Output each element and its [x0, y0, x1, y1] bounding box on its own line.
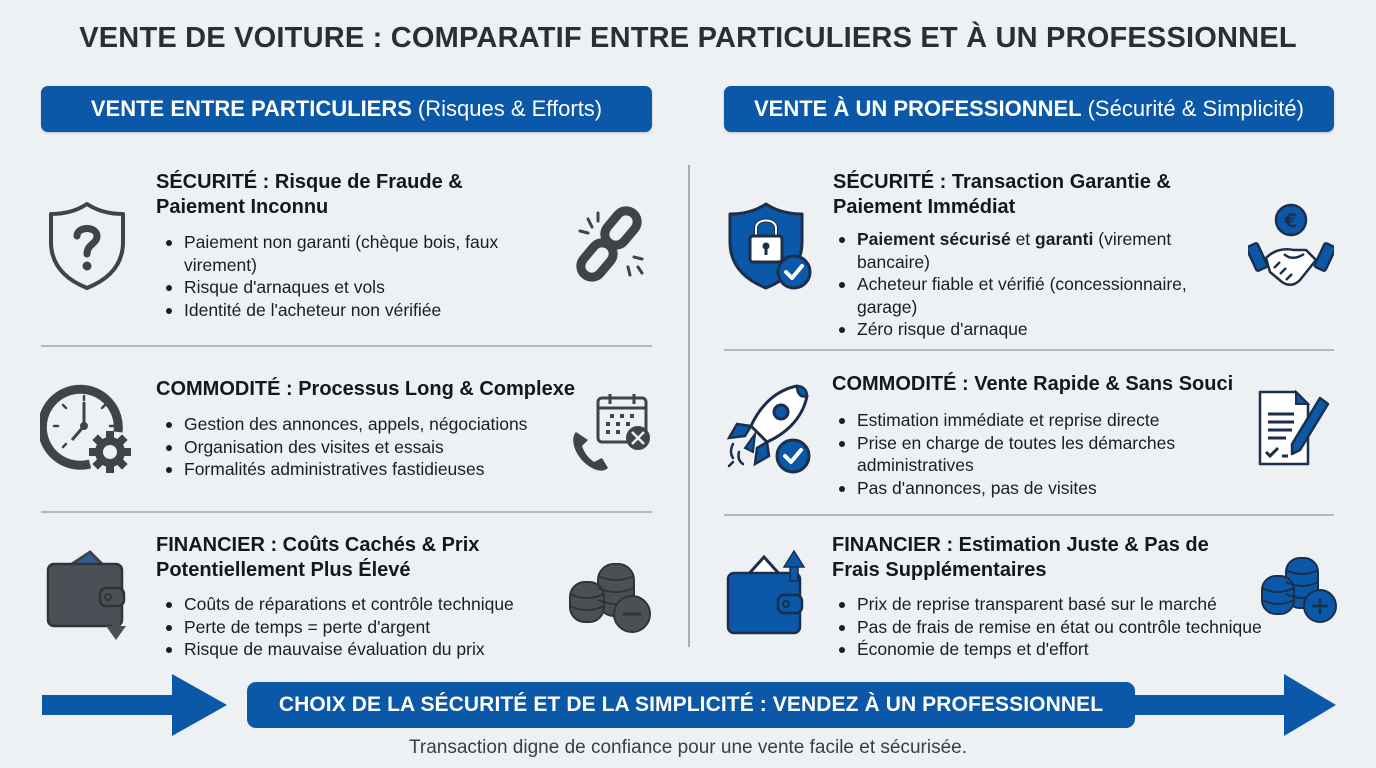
- section-divider: [724, 349, 1334, 351]
- list-item: Estimation immédiate et reprise directe: [829, 409, 1229, 432]
- column-divider: [688, 165, 690, 647]
- text: (virement bancaire): [857, 229, 1172, 272]
- list-item: Formalités administratives fastidieuses: [156, 458, 576, 481]
- section-title-line2: Frais Supplémentaires: [832, 559, 1047, 581]
- section-title-line1: COMMODITÉ : Vente Rapide & Sans Souci: [832, 373, 1234, 395]
- section-title-line1: FINANCIER : Coûts Cachés & Prix: [156, 534, 480, 556]
- left-header-title: VENTE ENTRE PARTICULIERS: [90, 96, 412, 121]
- section-divider: [41, 345, 652, 347]
- section-title-line1: COMMODITÉ : Processus Long & Complexe: [156, 378, 575, 400]
- list-item: Risque de mauvaise évaluation du prix: [156, 638, 576, 661]
- section-divider: [41, 511, 652, 513]
- arrow-left-icon: [42, 674, 227, 736]
- page-title: VENTE DE VOITURE : COMPARATIF ENTRE PARTICULIERS ET À UN PROFESSIONNEL: [79, 22, 1297, 54]
- section-title-line2: Paiement Immédiat: [833, 196, 1016, 218]
- wallet-up-icon: [724, 547, 814, 639]
- coins-minus-icon: [566, 558, 656, 636]
- list-item: Coûts de réparations et contrôle technique: [156, 593, 576, 616]
- handshake-euro-icon: [1248, 202, 1334, 292]
- bullet-list: [829, 593, 1299, 661]
- bullet-list: [156, 593, 576, 661]
- conclusion-banner: CHOIX DE LA SÉCURITÉ ET DE LA SIMPLICITÉ : VENDEZ À UN PROFESSIONNEL: [247, 682, 1135, 728]
- bullet-list: [156, 231, 556, 321]
- rocket-check-icon: [725, 382, 817, 474]
- document-signature-icon: [1254, 388, 1334, 470]
- phone-calendar-cancel-icon: [568, 392, 654, 476]
- arrow-right-icon: [1128, 674, 1336, 736]
- bullet-list: [829, 228, 1229, 341]
- list-item: Zéro risque d'arnaque: [829, 318, 1229, 341]
- right-header-title: VENTE À UN PROFESSIONNEL: [754, 96, 1082, 121]
- right-column-header: [724, 86, 1334, 132]
- shield-question-icon: [47, 200, 127, 292]
- wallet-down-icon: [44, 548, 134, 648]
- list-item: Perte de temps = perte d'argent: [156, 616, 576, 639]
- list-item: Paiement non garanti (chèque bois, faux virement): [156, 231, 556, 276]
- bold-text: Paiement sécurisé: [857, 229, 1011, 249]
- list-item: Prix de reprise transparent basé sur le marché: [829, 593, 1299, 616]
- section-title-line2: Potentiellement Plus Élevé: [156, 559, 411, 581]
- tagline: Transaction digne de confiance pour une vente facile et sécurisée.: [408, 737, 968, 758]
- right-header-subtitle: (Sécurité & Simplicité): [1087, 96, 1304, 121]
- shield-lock-check-icon: [726, 200, 816, 292]
- section-title-line1: FINANCIER : Estimation Juste & Pas de: [832, 534, 1209, 556]
- section-title-line2: Paiement Inconnu: [156, 196, 329, 218]
- list-item: Organisation des visites et essais: [156, 436, 576, 459]
- list-item: [829, 228, 1229, 273]
- list-item: Pas d'annonces, pas de visites: [829, 477, 1229, 500]
- left-header-subtitle: (Risques & Efforts): [417, 96, 603, 121]
- bullet-list: [829, 409, 1229, 499]
- clock-gear-icon: [40, 380, 136, 476]
- broken-chain-icon: [568, 205, 654, 285]
- list-item: Acheteur fiable et vérifié (concessionnaire, garage): [829, 273, 1229, 318]
- list-item: Risque d'arnaques et vols: [156, 276, 556, 299]
- section-divider: [724, 514, 1334, 516]
- list-item: Identité de l'acheteur non vérifiée: [156, 299, 556, 322]
- coins-plus-icon: [1258, 556, 1340, 624]
- left-column-header: [41, 86, 652, 132]
- bullet-list: [156, 413, 576, 481]
- list-item: Gestion des annonces, appels, négociations: [156, 413, 576, 436]
- list-item: Économie de temps et d'effort: [829, 638, 1299, 661]
- list-item: Pas de frais de remise en état ou contrôle technique: [829, 616, 1299, 639]
- section-title-line1: SÉCURITÉ : Risque de Fraude &: [156, 171, 463, 193]
- list-item: Prise en charge de toutes les démarches administratives: [829, 432, 1229, 477]
- svg-text:€: €: [1284, 210, 1298, 232]
- text: et: [1010, 229, 1036, 249]
- bold-text: garanti: [1035, 229, 1094, 249]
- section-title-line1: SÉCURITÉ : Transaction Garantie &: [833, 171, 1171, 193]
